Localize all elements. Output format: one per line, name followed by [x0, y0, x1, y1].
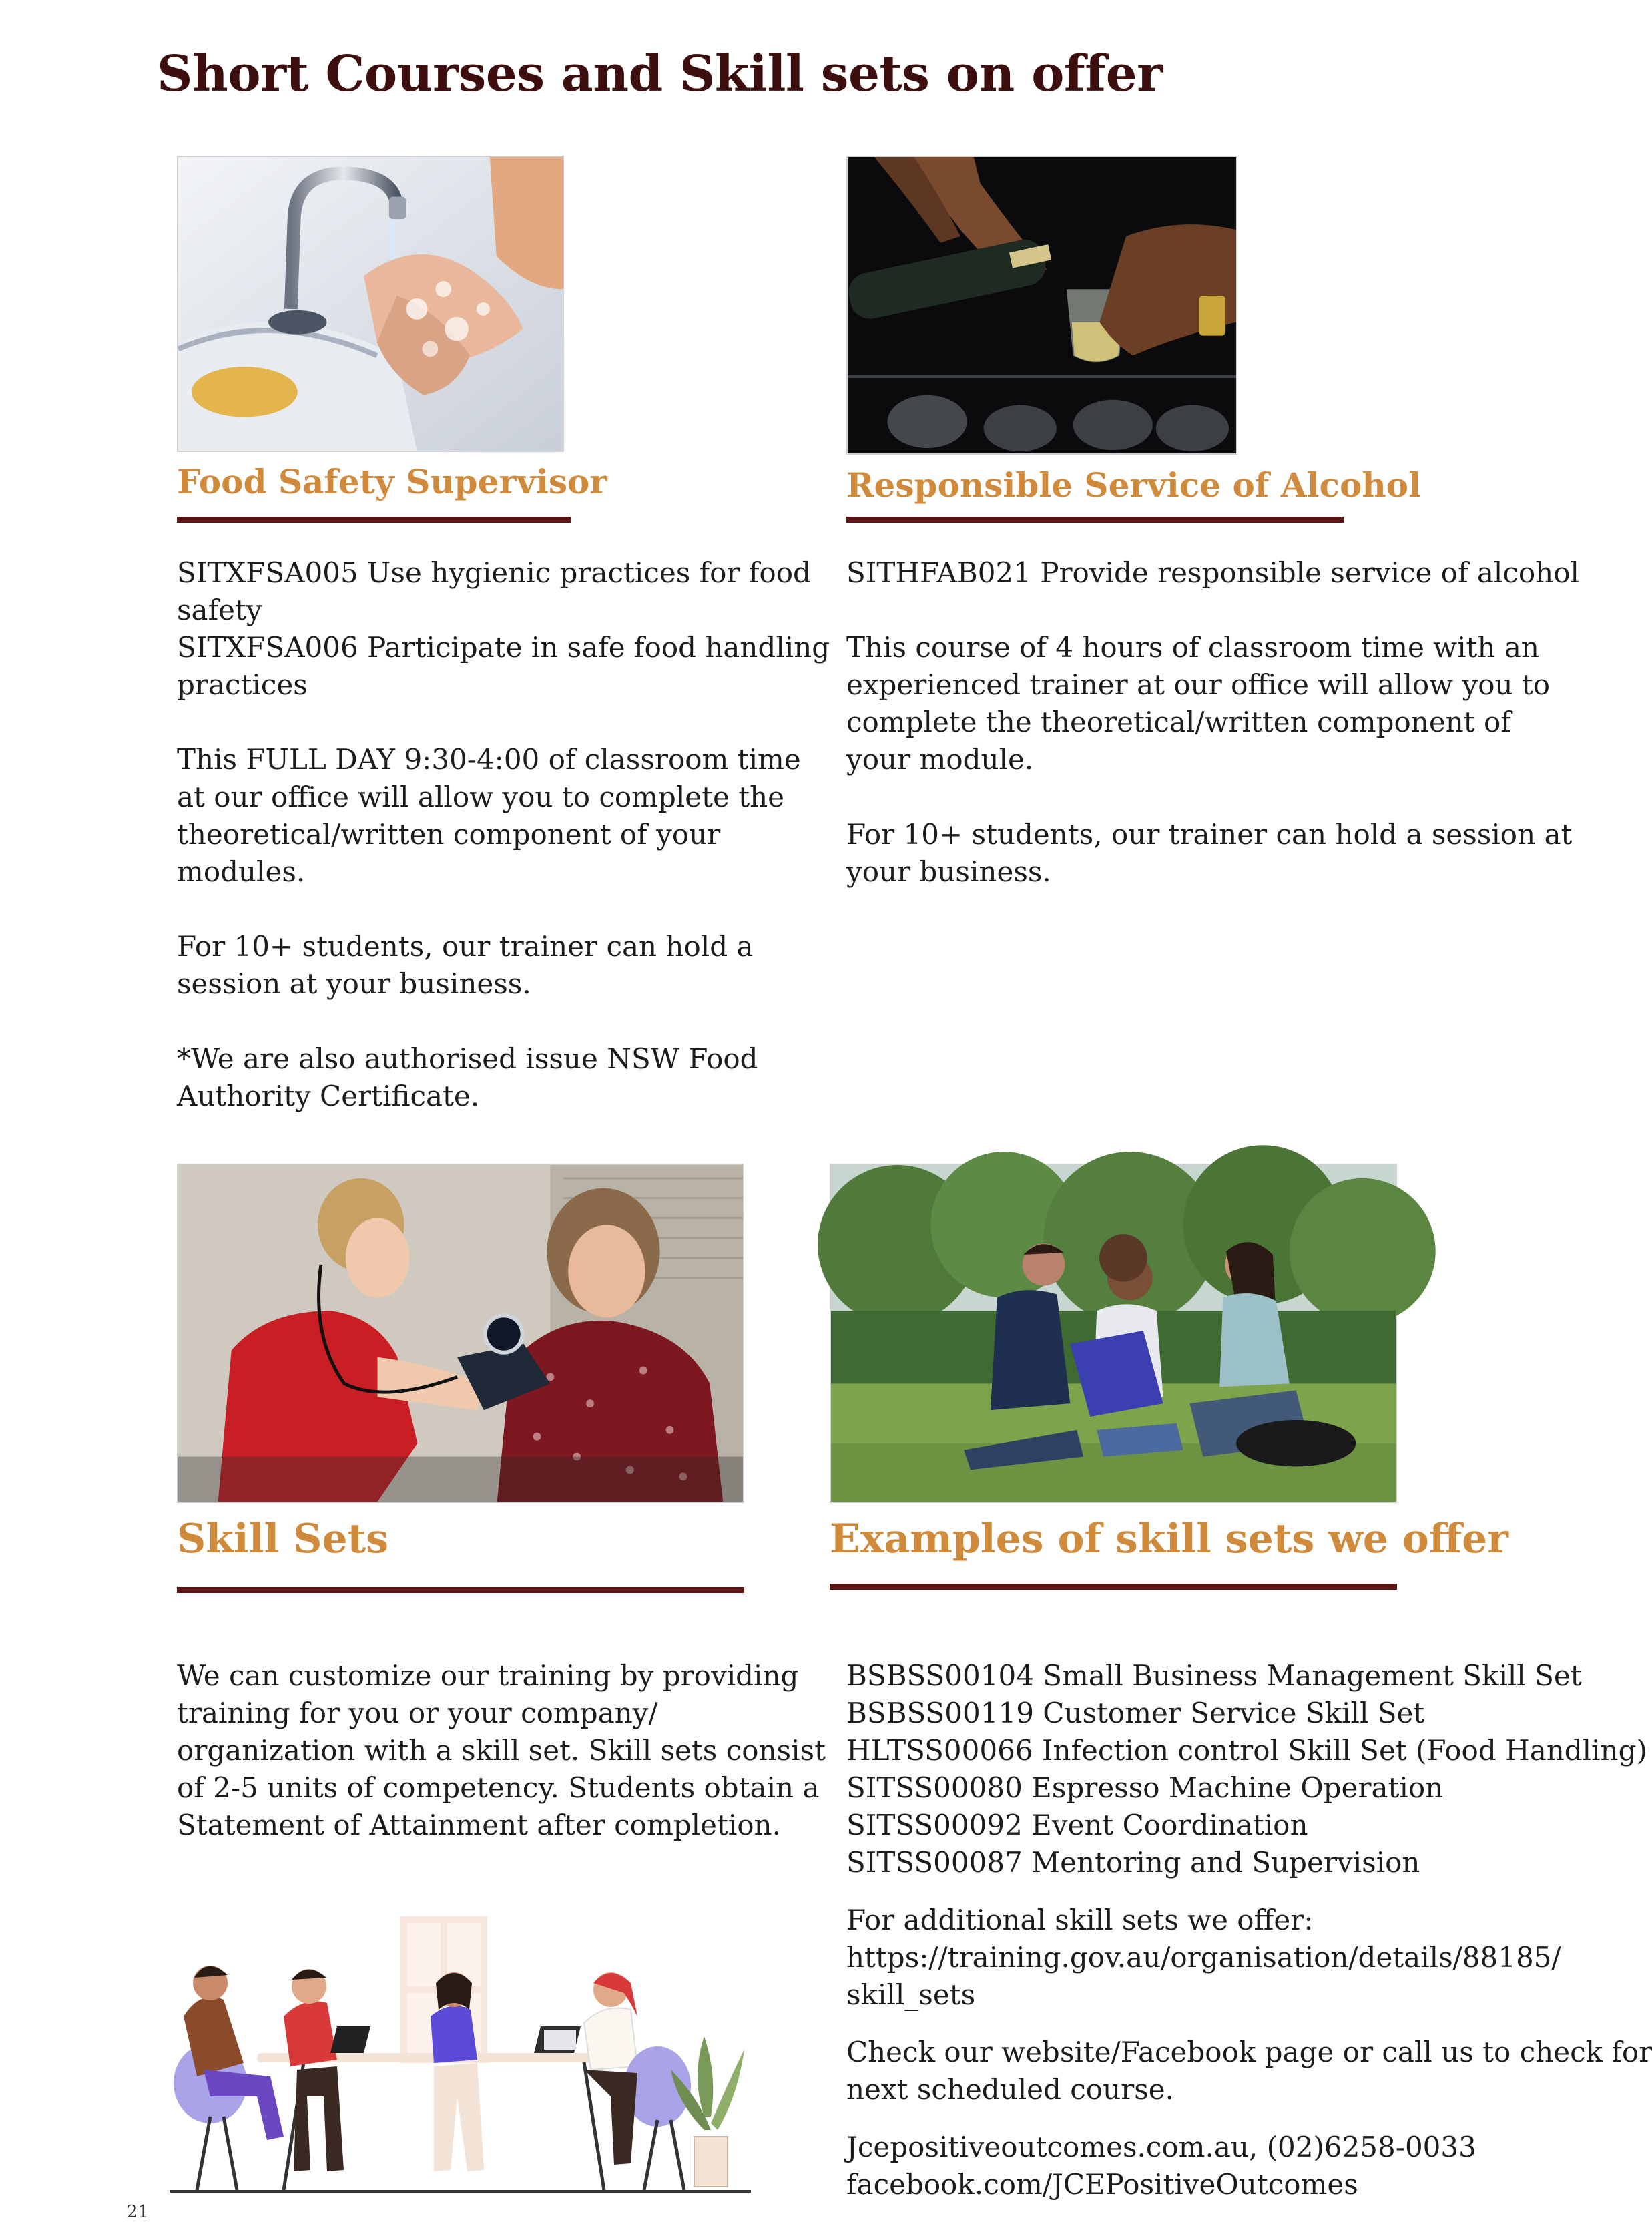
- check-line-2: next scheduled course.: [846, 2073, 1174, 2106]
- skill-set-item: HLTSS00066 Infection control Skill Set (Food Handling): [846, 1734, 1647, 1767]
- rsa-unit: SITHFAB021 Provide responsible service of alcohol: [846, 556, 1579, 589]
- check-line-1: Check our website/Facebook page or call us to check for: [846, 2036, 1652, 2068]
- hand-washing-photo: [177, 156, 564, 452]
- skill-sets-body: We can customize our training by providing training for you or your company/ organization with a skill set. Skill sets consist of 2-5 units of competency. Students obtain a Statement of Attainment after completion.: [177, 1659, 826, 1841]
- students-on-grass-photo: [830, 1164, 1397, 1503]
- contact-line-1[interactable]: Jcepositiveoutcomes.com.au, (02)6258-0033: [846, 2131, 1476, 2163]
- rsa-heading: Responsible Service of Alcohol: [846, 465, 1422, 505]
- additional-url-2[interactable]: skill_sets: [846, 1978, 976, 2011]
- additional-url-1[interactable]: https://training.gov.au/organisation/details/88185/: [846, 1941, 1561, 1974]
- rsa-rule: [846, 517, 1344, 523]
- skill-set-item: SITSS00087 Mentoring and Supervision: [846, 1846, 1420, 1879]
- food-safety-rule: [177, 517, 571, 523]
- rsa-body: SITHFAB021 Provide responsible service of alcohol This course of 4 hours of classroom time with an experienced trainer at our office will allow you to complete the theoretical/written component of your module. For 10+ students, our trainer can hold a session at your business.: [846, 554, 1554, 891]
- examples-heading: Examples of skill sets we offer: [830, 1516, 1508, 1562]
- contact-line-2[interactable]: facebook.com/JCEPositiveOutcomes: [846, 2168, 1358, 2201]
- food-safety-unit-1-a: SITXFSA005 Use hygienic practices for food: [177, 556, 811, 589]
- examples-body: [846, 1657, 1652, 2203]
- food-safety-unit-1-b: safety: [177, 594, 262, 626]
- skill-set-item: BSBSS00119 Customer Service Skill Set: [846, 1697, 1425, 1729]
- skill-set-item: SITSS00080 Espresso Machine Operation: [846, 1771, 1444, 1804]
- skill-sets-rule: [177, 1587, 744, 1593]
- food-safety-unit-2-a: SITXFSA006 Participate in safe food handling: [177, 631, 830, 664]
- skill-set-item: BSBSS00104 Small Business Management Skill Set: [846, 1659, 1582, 1692]
- wine-pouring-photo: [846, 156, 1237, 455]
- food-safety-unit-2-b: practices: [177, 668, 308, 701]
- food-safety-heading: Food Safety Supervisor: [177, 462, 607, 501]
- skill-sets-heading: Skill Sets: [177, 1516, 389, 1562]
- nurse-blood-pressure-photo: [177, 1164, 744, 1503]
- page-title: Short Courses and Skill sets on offer: [157, 45, 1163, 103]
- skill-set-item: SITSS00092 Event Coordination: [846, 1809, 1308, 1841]
- additional-label: For additional skill sets we offer:: [846, 1904, 1314, 1936]
- page-number: 21: [127, 2202, 150, 2222]
- examples-rule: [830, 1584, 1397, 1590]
- food-safety-body: SITXFSA005 Use hygienic practices for food safety SITXFSA006 Participate in safe food handling practices This FULL DAY 9:30-4:00 of classroom time at our office will allow you to complete the theoretical/written component of your modules. For 10+ students, our trainer can hold a session at your business. *We are also authorised issue NSW Food Authority Certificate.: [177, 554, 778, 1115]
- team-meeting-illustration: [170, 1916, 751, 2197]
